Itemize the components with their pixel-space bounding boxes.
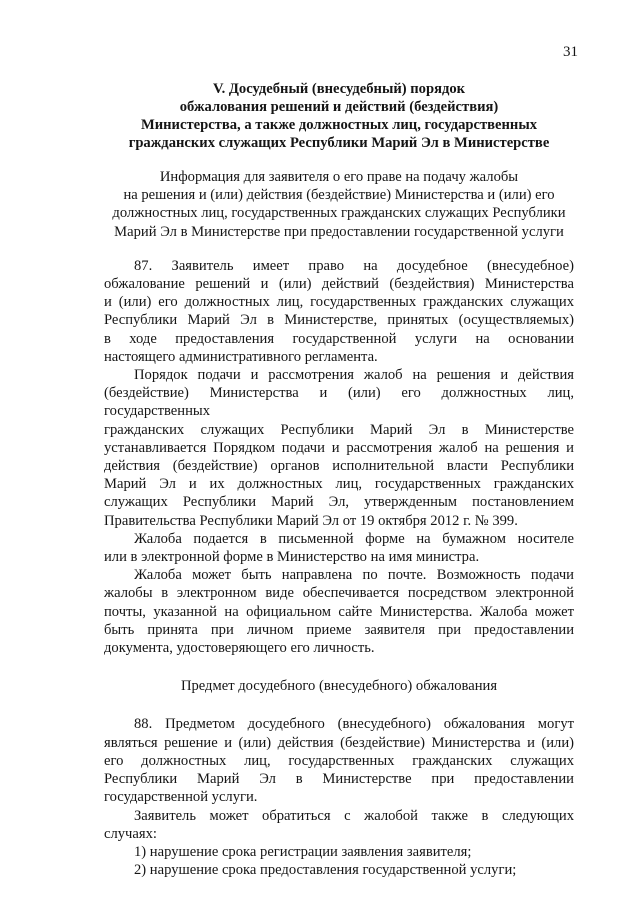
text-line: устанавливается Порядком подачи и рассмотрения жалоб на решения и [104, 439, 574, 456]
section-title-line: V. Досудебный (внесудебный) порядок [212, 81, 466, 97]
text-line: почты, указанной на официальном сайте Министерства. Жалоба может [104, 603, 574, 620]
section-title [104, 80, 574, 152]
text-line: Заявитель может обратиться с жалобой также в следующих [134, 807, 574, 824]
paragraph-complaint-procedure [104, 366, 574, 530]
info-heading-line: на решения и (или) действия (бездействие) Министерства и (или) его [123, 187, 555, 204]
text-line: Республики Марий Эл в Министерстве при предоставлении [104, 771, 574, 788]
section-title-line: обжалования решений и действий (бездействия) [179, 99, 499, 115]
text-line: 88. Предметом досудебного (внесудебного) обжалования могут [134, 716, 574, 733]
case-item: 2) нарушение срока предоставления государственной услуги; [134, 862, 517, 879]
info-heading [104, 168, 574, 241]
text-line: служащих Республики Марий Эл, утвержденным постановлением [104, 494, 574, 511]
text-line: являться решение и (или) действия (бездействие) Министерства и (или) [104, 734, 574, 751]
text-line: гражданских служащих Республики Марий Эл в Министерстве [104, 421, 574, 438]
text-line: Марий Эл и их должностных лиц, государственных гражданских [104, 476, 574, 493]
text-line: действия (бездействие) органов исполнительной власти Республики [104, 458, 574, 475]
page-number: 31 [563, 44, 578, 60]
section-title-line: гражданских служащих Республики Марий Эл в Министерстве [128, 135, 550, 151]
paragraph-cases-intro [104, 807, 574, 843]
text-line: государственной услуги. [104, 789, 258, 806]
text-line: и (или) его должностных лиц, государственных гражданских служащих [104, 294, 574, 311]
info-heading-line: Информация для заявителя о его праве на подачу жалобы [159, 169, 519, 185]
subject-heading: Предмет досудебного (внесудебного) обжалования [180, 678, 498, 695]
text-line: 87. Заявитель имеет право на досудебное (внесудебное) [134, 257, 574, 274]
text-line: Жалоба подается в письменной форме на бумажном носителе [134, 530, 574, 547]
paragraph-87-right [104, 257, 574, 366]
info-heading-line: Марий Эл в Министерстве при предоставлении государственной услуги [114, 223, 564, 240]
page-content [104, 80, 574, 879]
paragraph-complaint-form [104, 530, 574, 566]
text-line: обжалование решений и (или) действий (бездействия) Министерства [104, 276, 574, 293]
paragraph-complaint-submission [104, 566, 574, 657]
text-line: настоящего административного регламента. [104, 348, 378, 365]
text-line: в ходе предоставления государственной услуги на основании [104, 330, 574, 347]
text-line: (бездействие) Министерства и (или) его должностных лиц, государственных [104, 385, 574, 420]
case-item: 1) нарушение срока регистрации заявления заявителя; [134, 843, 472, 860]
text-line: Республики Марий Эл в Министерстве, принятых (осуществляемых) [104, 312, 574, 329]
paragraph-88-subject [104, 715, 574, 806]
text-line: его должностных лиц, государственных гражданских служащих [104, 752, 574, 769]
text-line: Порядок подачи и рассмотрения жалоб на решения и действия [134, 367, 574, 384]
section-title-line: Министерства, а также должностных лиц, государственных [140, 117, 538, 133]
text-line: быть принята при личном приеме заявителя при предоставлении [104, 621, 574, 638]
text-line: случаях: [104, 825, 157, 842]
text-line: Правительства Республики Марий Эл от 19 октября 2012 г. № 399. [104, 512, 518, 529]
text-line: или в электронной форме в Министерство на имя министра. [104, 549, 480, 566]
text-line: жалобы в электронном виде обеспечивается посредством электронной [104, 585, 574, 602]
info-heading-line: должностных лиц, государственных гражданских служащих Республики [112, 205, 566, 222]
text-line: документа, удостоверяющего его личность. [104, 640, 375, 657]
text-line: Жалоба может быть направлена по почте. Возможность подачи [134, 567, 574, 584]
